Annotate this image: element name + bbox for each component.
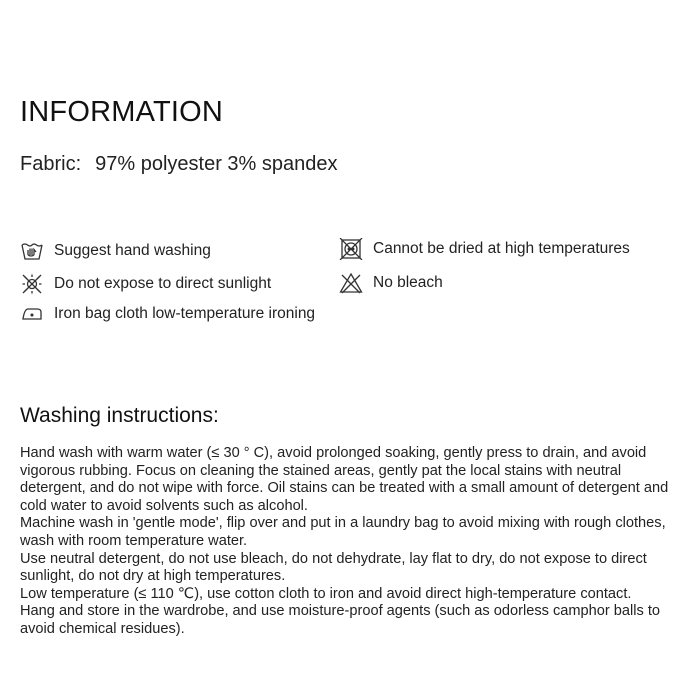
care-item-no-tumble-dry [339, 238, 630, 260]
care-label: Suggest hand washing [54, 242, 211, 259]
fabric-label: Fabric: [20, 153, 82, 175]
instruction-paragraph: Low temperature (≤ 110 ℃), use cotton cloth to iron and avoid direct high-temperature contact. [20, 585, 632, 602]
no-sun-icon [20, 273, 44, 295]
care-item-hand-wash [20, 240, 211, 262]
hand-wash-icon [20, 240, 44, 262]
instruction-paragraph: Use neutral detergent, do not use bleach, do not dehydrate, lay flat to dry, do not expose to direct sunlight, do not dry at high temperatures. [20, 550, 647, 585]
care-label: No bleach [373, 274, 443, 291]
care-item-no-sun [20, 273, 271, 295]
low-iron-icon [20, 303, 44, 325]
no-bleach-icon [339, 272, 363, 294]
no-tumble-dry-icon [339, 238, 363, 260]
care-item-low-iron [20, 303, 315, 325]
instruction-paragraph: Hang and store in the wardrobe, and use moisture-proof agents (such as odorless camphor balls to avoid chemical residues). [20, 603, 661, 637]
fabric-value: 97% polyester 3% spandex [95, 153, 338, 175]
fabric-line [20, 153, 338, 176]
washing-instructions [20, 445, 688, 639]
care-item-no-bleach [339, 272, 443, 294]
care-label: Cannot be dried at high temperatures [373, 240, 630, 257]
washing-title: Washing instructions: [20, 404, 219, 427]
care-label: Iron bag cloth low-temperature ironing [54, 305, 316, 322]
care-label: Do not expose to direct sunlight [54, 275, 272, 292]
page-title: INFORMATION [20, 96, 224, 128]
instruction-paragraph: Machine wash in 'gentle mode', flip over and put in a laundry bag to avoid mixing with rough clothes, wash with room temperature water. [20, 515, 666, 549]
instruction-paragraph: Hand wash with warm water (≤ 30 ° C), avoid prolonged soaking, gently press to drain, and avoid vigorous rubbing. Focus on cleaning the stained areas, gently pat the local stains with neutral detergent, and do not wipe with force. Oil stains can be treated with a small amount of detergent and cold water to avoid solvents such as alcohol. [20, 445, 669, 514]
